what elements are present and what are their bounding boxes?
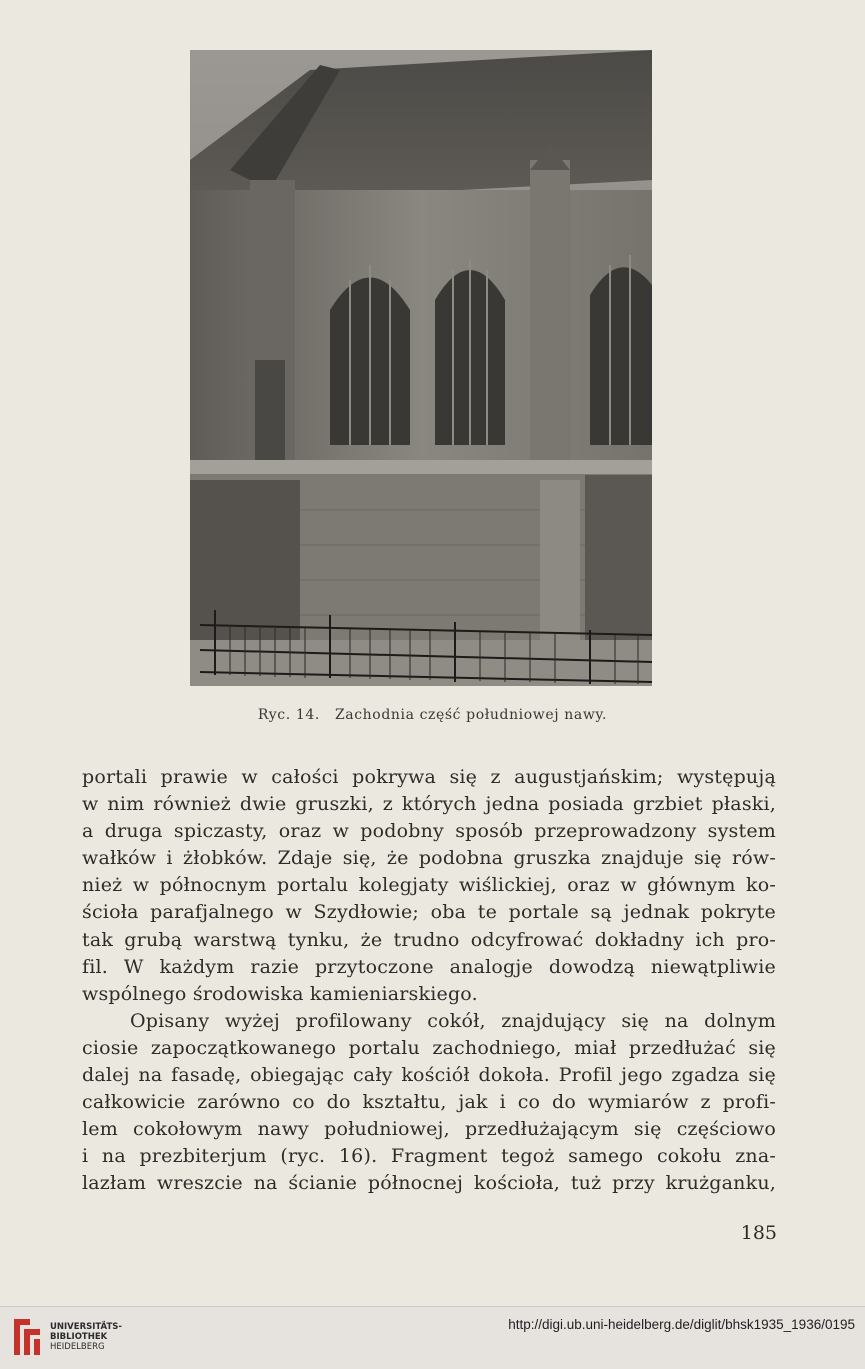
logo-line-2: BIBLIOTHEK xyxy=(50,1332,108,1342)
figure-caption-text: Zachodnia część południowej nawy. xyxy=(334,707,608,723)
library-logo[interactable] xyxy=(10,1315,122,1359)
text-line: wspólnego środowiska kamieniarskiego. xyxy=(82,982,478,1005)
logo-line-1: UNIVERSITÄTS- xyxy=(50,1322,122,1332)
text-line: portali prawie w całości pokrywa się z augustjańskim; występują xyxy=(82,766,776,788)
figure-caption xyxy=(0,707,865,723)
text-line: w nim również dwie gruszki, z których jedna posiada grzbiet płaski, xyxy=(82,793,776,816)
text-line: całkowicie zarówno co do kształtu, jak i co do wymiarów z profi- xyxy=(82,1091,776,1114)
library-logo-text xyxy=(50,1322,122,1352)
text-line: tak grubą warstwą tynku, że trudno odcyfrować dokładny ich pro- xyxy=(82,928,776,951)
text-line: Opisany wyżej profilowany cokół, znajdujący się na dolnym xyxy=(130,1009,776,1032)
page-number: 185 xyxy=(740,1222,777,1244)
logo-line-3: HEIDELBERG xyxy=(50,1342,105,1352)
viewer-footer xyxy=(0,1306,865,1369)
permalink-url[interactable]: http://digi.ub.uni-heidelberg.de/diglit/bhsk1935_1936/0195 xyxy=(508,1317,855,1332)
text-line: wałków i żłobków. Zdaje się, że podobna gruszka znajduje się rów- xyxy=(82,847,776,870)
text-line: i na prezbiterjum (ryc. 16). Fragment tegoż samego cokołu zna- xyxy=(82,1145,776,1168)
library-logo-icon xyxy=(10,1315,44,1359)
text-line: ścioła parafjalnego w Szydłowie; oba te portale są jednak pokryte xyxy=(82,901,776,924)
figure-photo-church-nave xyxy=(190,50,652,686)
text-line: lem cokołowym nawy południowej, przedłużającym się częściowo xyxy=(82,1118,776,1141)
text-line: nież w północnym portalu kolegjaty wiślickiej, oraz w głównym ko- xyxy=(82,874,776,897)
text-line: fil. W każdym razie przytoczone analogje dowodzą niewątpliwie xyxy=(82,955,776,978)
body-text xyxy=(82,764,776,1198)
text-line: dalej na fasadę, obiegając cały kościół dokoła. Profil jego zgadza się xyxy=(82,1064,776,1087)
church-nave-illustration xyxy=(190,50,652,686)
text-line: ciosie zapoczątkowanego portalu zachodniego, miał przedłużać się xyxy=(82,1036,776,1059)
text-line: a druga spiczasty, oraz w podobny sposób przeprowadzony system xyxy=(82,820,776,843)
text-line: lazłam wreszcie na ścianie północnej kościoła, tuż przy krużganku, xyxy=(82,1172,776,1195)
figure-label: Ryc. 14. xyxy=(257,707,320,723)
